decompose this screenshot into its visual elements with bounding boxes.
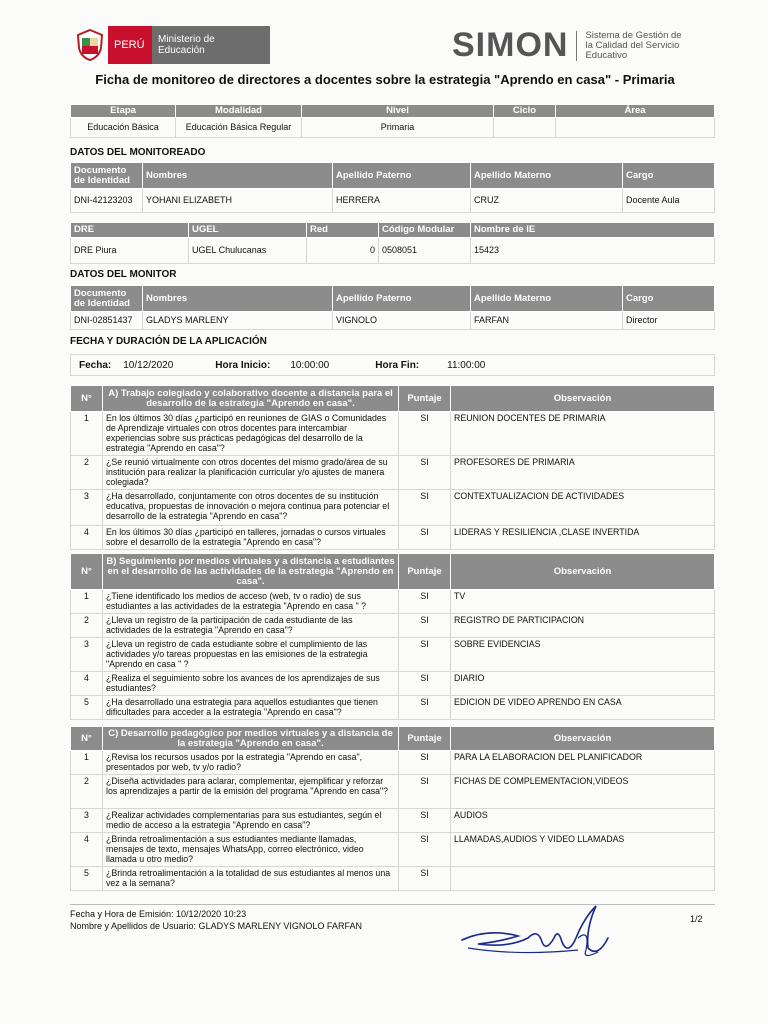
table-row [71,775,715,809]
row-number: 3 [71,638,103,672]
table-row [71,412,715,456]
table-row [71,672,715,696]
table-row [71,809,715,833]
row-puntaje: SI [399,526,451,550]
monitor-table [70,285,715,330]
row-observacion: DIARIO [451,672,715,696]
row-number: 4 [71,672,103,696]
value-etapa: Educación Básica [71,118,176,138]
fecha-value: 10/12/2020 [123,359,174,371]
header-modalidad: Modalidad [176,105,302,118]
row-puntaje: SI [399,614,451,638]
row-question: ¿Ha desarrollado, conjuntamente con otros docentes de su institución educativa, propuestas de innovación o mejora continua para potenciar el desarrollo de la estrategia "Aprendo en casa"? [103,490,399,526]
table-row [71,590,715,614]
header-apellido-materno: Apellido Materno [471,286,623,312]
row-observacion: REUNION DOCENTES DE PRIMARIA [451,412,715,456]
fecha-row [70,354,715,376]
row-number: 2 [71,456,103,490]
row-observacion: PARA LA ELABORACION DEL PLANIFICADOR [451,751,715,775]
section-b-title: B) Seguimiento por medios virtuales y a distancia a estudiantes en el desarrollo de las actividades de la estrategia "Aprendo en casa". [103,554,399,590]
value-cargo: Docente Aula [623,189,715,213]
table-row [71,490,715,526]
value-documento: DNI-42123203 [71,189,143,213]
table-row [71,696,715,720]
row-question: ¿Revisa los recursos usados por la estrategia "Aprendo en casa", presentados por web, tv y/o radio? [103,751,399,775]
header-cargo: Cargo [623,286,715,312]
row-puntaje: SI [399,456,451,490]
simon-subtitle: Sistema de Gestión de la Calidad del Servicio Educativo [576,31,684,61]
table-row [71,614,715,638]
table-row [71,638,715,672]
signature [458,898,618,975]
row-number: 5 [71,867,103,891]
value-apellido-materno: FARFAN [471,312,623,330]
row-question: ¿Lleva un registro de la participación de cada estudiante de las actividades de la estrategia "Aprendo en casa"? [103,614,399,638]
row-observacion: LLAMADAS,AUDIOS Y VIDEO LLAMADAS [451,833,715,867]
row-question: ¿Se reunió virtualmente con otros docentes del mismo grado/área de su institución para realizar la planificación curricular y/o ajustes de manera colegiada? [103,456,399,490]
header-etapa: Etapa [71,105,176,118]
row-observacion: SOBRE EVIDENCIAS [451,638,715,672]
row-number: 3 [71,809,103,833]
row-observacion: REGISTRO DE PARTICIPACION [451,614,715,638]
page-number: 1/2 [690,914,703,924]
section-monitor: DATOS DEL MONITOR [70,269,177,280]
row-observacion: FICHAS DE COMPLEMENTACION,VIDEOS [451,775,715,809]
table-row [71,751,715,775]
row-puntaje: SI [399,412,451,456]
ministry-logo [72,26,270,64]
row-number: 1 [71,590,103,614]
section-c-title: C) Desarrollo pedagógico por medios virtuales y a distancia de la estrategia "Aprendo en casa". [103,727,399,751]
coat-of-arms-icon [72,26,108,64]
header-codigo-modular: Código Modular [379,223,471,238]
row-question: ¿Diseña actividades para aclarar, complementar, ejemplificar y reforzar los aprendizajes a partir de la emisión del programa "Aprendo en casa"? [103,775,399,809]
page-title: Ficha de monitoreo de directores a docentes sobre la estrategia "Aprendo en casa" - Primaria [95,72,675,87]
footer-divider [70,904,715,905]
value-apellido-paterno: VIGNOLO [333,312,471,330]
row-puntaje: SI [399,672,451,696]
header-red: Red [307,223,379,238]
simon-title: SIMON [452,26,569,64]
section-monitoreado: DATOS DEL MONITOREADO [70,147,206,158]
header-nombres: Nombres [143,286,333,312]
table-row [71,526,715,550]
row-observacion [451,867,715,891]
row-observacion: AUDIOS [451,809,715,833]
row-observacion: LIDERAS Y RESILIENCIA ,CLASE INVERTIDA [451,526,715,550]
section-a-title: A) Trabajo colegiado y colaborativo docente a distancia para el desarrollo de la estrategia "Aprendo en casa". [103,386,399,412]
value-ciclo [494,118,556,138]
row-question: ¿Brinda retroalimentación a sus estudiantes mediante llamadas, mensajes de texto, mensajes WhatsApp, correo electrónico, video llamada u otro medio? [103,833,399,867]
value-nombre-ie: 15423 [471,238,715,264]
value-nivel: Primaria [302,118,494,138]
section-c-table [70,726,715,891]
col-puntaje: Puntaje [399,727,451,751]
header-nombre-ie: Nombre de IE [471,223,715,238]
row-question: ¿Tiene identificado los medios de acceso (web, tv o radio) de sus estudiantes a las actividades de la estrategia "Aprendo en casa " ? [103,590,399,614]
row-number: 2 [71,614,103,638]
row-question: ¿Ha desarrollado una estrategia para aquellos estudiantes que tienen dificultades para acceder a la estrategia "Aprendo en casa"? [103,696,399,720]
etapa-table [70,104,715,138]
hora-fin-value: 11:00:00 [447,359,486,371]
row-puntaje: SI [399,833,451,867]
row-puntaje: SI [399,867,451,891]
row-number: 5 [71,696,103,720]
table-row [71,833,715,867]
row-puntaje: SI [399,775,451,809]
header-apellido-paterno: Apellido Paterno [333,163,471,189]
row-question: ¿Lleva un registro de cada estudiante sobre el cumplimiento de las actividades y/o tareas propuestas en las emisiones de la estrategia "Aprendo en casa " ? [103,638,399,672]
header-apellido-materno: Apellido Materno [471,163,623,189]
value-codigo-modular: 0508051 [379,238,471,264]
hora-inicio-label: Hora Inicio: [215,359,271,371]
col-n: N° [71,386,103,412]
row-question: ¿Brinda retroalimentación a la totalidad de sus estudiantes al menos una vez a la semana? [103,867,399,891]
row-number: 2 [71,775,103,809]
value-nombres: GLADYS MARLENY [143,312,333,330]
row-number: 4 [71,526,103,550]
hora-inicio-value: 10:00:00 [290,359,330,371]
row-observacion: CONTEXTUALIZACION DE ACTIVIDADES [451,490,715,526]
value-dre: DRE Piura [71,238,189,264]
ministry-label: Ministerio de Educación [152,26,270,64]
row-number: 1 [71,751,103,775]
row-puntaje: SI [399,638,451,672]
row-number: 3 [71,490,103,526]
header-apellido-paterno: Apellido Paterno [333,286,471,312]
col-puntaje: Puntaje [399,386,451,412]
hora-fin-label: Hora Fin: [375,359,420,371]
col-observacion: Observación [451,386,715,412]
user-name: Nombre y Apellidos de Usuario: GLADYS MARLENY VIGNOLO FARFAN [70,921,362,931]
monitoreado-table [70,162,715,213]
row-puntaje: SI [399,809,451,833]
row-question: ¿Realizar actividades complementarias para sus estudiantes, según el medio de acceso a la estrategia "Aprendo en casa"? [103,809,399,833]
table-row [71,456,715,490]
row-observacion: TV [451,590,715,614]
header-nombres: Nombres [143,163,333,189]
header-cargo: Cargo [623,163,715,189]
header-documento: Documento de Identidad [71,286,143,312]
row-observacion: PROFESORES DE PRIMARIA [451,456,715,490]
section-aplicacion: FECHA Y DURACIÓN DE LA APLICACIÓN [70,336,267,347]
value-apellido-paterno: HERRERA [333,189,471,213]
row-number: 4 [71,833,103,867]
row-number: 1 [71,412,103,456]
row-observacion: EDICION DE VIDEO APRENDO EN CASA [451,696,715,720]
header-documento: Documento de Identidad [71,163,143,189]
header-ugel: UGEL [189,223,307,238]
header-ciclo: Ciclo [494,105,556,118]
value-documento: DNI-02851437 [71,312,143,330]
value-cargo: Director [623,312,715,330]
row-question: En los últimos 30 días ¿participó en talleres, jornadas o cursos virtuales sobre el desarrollo de la estrategia "Aprendo en casa"? [103,526,399,550]
section-a-table [70,385,715,550]
col-n: N° [71,554,103,590]
col-observacion: Observación [451,554,715,590]
footer [70,908,362,932]
simon-logo [452,26,684,65]
ie-table [70,222,715,264]
row-puntaje: SI [399,590,451,614]
row-puntaje: SI [399,751,451,775]
header-nivel: Nivel [302,105,494,118]
section-b-table [70,553,715,720]
value-red: 0 [307,238,379,264]
emission-date: Fecha y Hora de Emisión: 10/12/2020 10:23 [70,909,247,919]
value-area [556,118,715,138]
row-puntaje: SI [399,696,451,720]
header-area: Área [556,105,715,118]
value-apellido-materno: CRUZ [471,189,623,213]
header-dre: DRE [71,223,189,238]
value-nombres: YOHANI ELIZABETH [143,189,333,213]
fecha-label: Fecha: [79,359,112,371]
row-question: ¿Realiza el seguimiento sobre los avances de los aprendizajes de sus estudiantes? [103,672,399,696]
value-modalidad: Educación Básica Regular [176,118,302,138]
table-row [71,867,715,891]
row-question: En los últimos 30 días ¿participó en reuniones de GIAS o Comunidades de Aprendizaje virtuales con otros docentes para intercambiar experiencias sobre sus prácticas pedagógicas del desarrollo de la estrategia "Aprendo en casa"? [103,412,399,456]
row-puntaje: SI [399,490,451,526]
value-ugel: UGEL Chulucanas [189,238,307,264]
col-puntaje: Puntaje [399,554,451,590]
col-n: N° [71,727,103,751]
peru-label: PERÚ [108,26,152,64]
col-observacion: Observación [451,727,715,751]
